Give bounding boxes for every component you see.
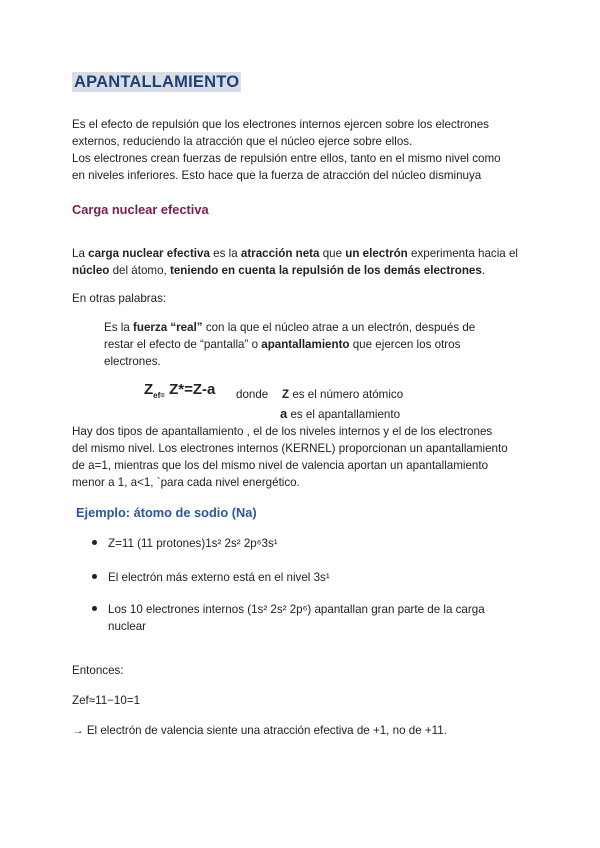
quote-line-1 <box>104 319 475 336</box>
list-item: Los 10 electrones internos (1s² 2s² 2p⁶) apantallan gran parte de la carga <box>108 603 485 616</box>
formula-donde: donde <box>236 388 269 401</box>
entonces-label: Entonces: <box>72 664 124 677</box>
formula-a-definition <box>280 405 400 423</box>
definition-line-1 <box>72 245 532 262</box>
def-text: . <box>481 264 486 277</box>
formula <box>144 381 215 399</box>
otras-palabras: En otras palabras: <box>72 292 167 305</box>
bullet-icon <box>92 540 97 545</box>
bullet-icon <box>92 606 97 611</box>
def-bold: teniendo en cuenta la repulsión de los demás electrones <box>169 264 482 277</box>
section-heading-carga: Carga nuclear efectiva <box>72 202 209 217</box>
formula-z-desc: es el número atómico <box>289 388 404 401</box>
def-bold: un electrón <box>345 247 408 260</box>
quote-bold: fuerza “real” <box>133 321 203 334</box>
conclusion: → El electrón de valencia siente una atracción efectiva de +1, no de +11. <box>72 724 447 737</box>
formula-z-definition <box>282 386 403 403</box>
tipos-line-2: del mismo nivel. Los electrones internos (KERNEL) proporcionan un apantallamiento <box>72 442 508 455</box>
quote-text: Es la <box>104 321 133 334</box>
def-bold: carga nuclear efectiva <box>88 247 210 260</box>
intro-line-2: externos, reduciendo la atracción que el núcleo ejerce sobre ellos. <box>72 135 413 148</box>
formula-a-label: a <box>280 406 288 421</box>
section-heading-ejemplo: Ejemplo: átomo de sodio (Na) <box>76 505 257 520</box>
def-text: experimenta hacia el <box>407 247 518 260</box>
quote-line-2 <box>104 336 460 353</box>
tipos-line-4: menor a 1, a<1, `para cada nivel energético. <box>72 476 300 489</box>
zef-calculation: Zef≈11−10=1 <box>72 694 141 707</box>
quote-text: restar el efecto de “pantalla” o <box>104 338 262 351</box>
tipos-line-1: Hay dos tipos de apantallamiento , el de los niveles internos y el de los electrones <box>72 425 493 438</box>
formula-expression: Z*=Z-a <box>164 381 216 398</box>
def-text: La <box>72 247 89 260</box>
def-text: que <box>319 247 346 260</box>
bullet-icon <box>92 574 97 579</box>
quote-bold: apantallamiento <box>261 338 350 351</box>
tipos-line-3: de a=1, mientras que los del mismo nivel de valencia aportan un apantallamiento <box>72 459 489 472</box>
list-item: El electrón más externo está en el nivel 3s¹ <box>108 571 330 584</box>
quote-text: con la que el núcleo atrae a un electrón, después de <box>202 321 476 334</box>
formula-z-label: Z <box>282 388 290 401</box>
list-item-continuation: nuclear <box>108 620 147 633</box>
formula-z: Z <box>144 381 154 398</box>
def-bold: atracción neta <box>240 247 320 260</box>
definition-line-2 <box>72 262 485 279</box>
intro-line-1: Es el efecto de repulsión que los electrones internos ejercen sobre los electrones <box>72 118 489 131</box>
def-text: es la <box>209 247 241 260</box>
page-title: APANTALLAMIENTO <box>74 73 240 91</box>
intro-line-4: en niveles inferiores. Esto hace que la fuerza de atracción del núcleo disminuya <box>72 169 482 182</box>
def-bold: núcleo <box>72 264 110 277</box>
quote-text: que ejercen los otros <box>349 338 461 351</box>
formula-a-desc: es el apantallamiento <box>287 408 401 421</box>
formula-subscript: ef= <box>153 391 165 400</box>
def-text: del átomo, <box>109 264 170 277</box>
intro-line-3: Los electrones crean fuerzas de repulsión entre ellos, tanto en el mismo nivel como <box>72 152 501 165</box>
quote-line-3: electrones. <box>104 355 161 368</box>
list-item: Z=11 (11 protones)1s² 2s² 2p⁶3s¹ <box>108 537 278 550</box>
